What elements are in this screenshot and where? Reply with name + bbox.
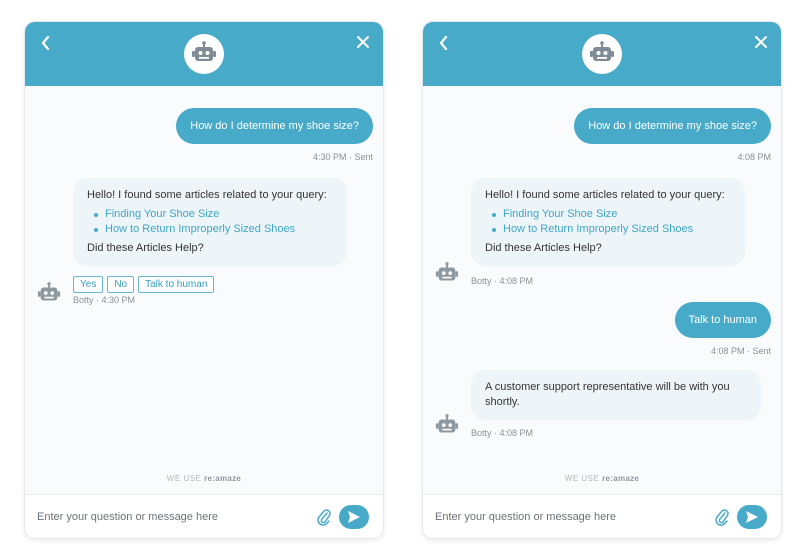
quick-reply-yes-button[interactable]: Yes <box>73 276 103 293</box>
message-timestamp: 4:08 PM <box>737 152 771 162</box>
send-button[interactable] <box>339 505 369 529</box>
message-timestamp: 4:30 PM · Sent <box>312 152 373 162</box>
bot-message-intro: Hello! I found some articles related to your query: <box>87 189 327 201</box>
robot-icon <box>37 282 61 306</box>
bot-message <box>471 370 761 420</box>
message-composer <box>423 494 781 538</box>
bot-timestamp: Botty · 4:08 PM <box>471 276 534 286</box>
chevron-left-icon[interactable] <box>437 34 451 52</box>
article-link[interactable]: How to Return Improperly Sized Shoes <box>503 223 694 235</box>
chat-widget-left <box>25 22 383 538</box>
brand-name: re:amaze <box>602 474 640 483</box>
bot-message <box>471 178 745 266</box>
list-item <box>491 207 731 222</box>
user-message <box>574 108 771 144</box>
send-icon <box>745 510 759 524</box>
chat-header <box>423 22 781 86</box>
bot-avatar <box>582 34 622 74</box>
powered-prefix: WE USE <box>166 474 202 483</box>
close-icon[interactable] <box>753 34 769 50</box>
article-link[interactable]: How to Return Improperly Sized Shoes <box>105 223 296 235</box>
send-button[interactable] <box>737 505 767 529</box>
powered-prefix: WE USE <box>564 474 600 483</box>
chat-header <box>25 22 383 86</box>
article-link[interactable]: Finding Your Shoe Size <box>105 208 220 220</box>
message-composer <box>25 494 383 538</box>
powered-by <box>25 474 383 483</box>
bot-avatar <box>184 34 224 74</box>
quick-reply-no-button[interactable]: No <box>107 276 134 293</box>
chevron-left-icon[interactable] <box>39 34 53 52</box>
robot-icon <box>435 262 459 286</box>
close-icon[interactable] <box>355 34 371 50</box>
bot-message-text: A customer support representative will be with you shortly. <box>485 381 730 408</box>
bot-timestamp: Botty · 4:30 PM <box>73 295 136 305</box>
message-timestamp: 4:08 PM · Sent <box>710 346 771 356</box>
message-input[interactable] <box>435 504 703 530</box>
bot-message-question: Did these Articles Help? <box>87 242 204 254</box>
chat-widget-right <box>423 22 781 538</box>
robot-icon <box>191 41 217 67</box>
list-item <box>93 222 333 237</box>
bot-message-intro: Hello! I found some articles related to your query: <box>485 189 725 201</box>
user-message <box>176 108 373 144</box>
article-list <box>491 207 731 237</box>
list-item <box>93 207 333 222</box>
user-message-text: How do I determine my shoe size? <box>190 120 359 132</box>
powered-by <box>423 474 781 483</box>
bot-message-question: Did these Articles Help? <box>485 242 602 254</box>
robot-icon <box>589 41 615 67</box>
user-message-text: How do I determine my shoe size? <box>588 120 757 132</box>
talk-to-human-button[interactable]: Talk to human <box>138 276 214 293</box>
list-item <box>491 222 731 237</box>
quick-replies <box>73 276 214 293</box>
robot-icon <box>435 414 459 438</box>
article-list <box>93 207 333 237</box>
paperclip-icon[interactable] <box>317 508 331 526</box>
send-icon <box>347 510 361 524</box>
user-message-text: Talk to human <box>688 314 757 326</box>
message-input[interactable] <box>37 504 305 530</box>
bot-message <box>73 178 347 266</box>
brand-name: re:amaze <box>204 474 242 483</box>
user-message <box>675 302 771 338</box>
article-link[interactable]: Finding Your Shoe Size <box>503 208 618 220</box>
paperclip-icon[interactable] <box>715 508 729 526</box>
bot-timestamp: Botty · 4:08 PM <box>471 428 534 438</box>
